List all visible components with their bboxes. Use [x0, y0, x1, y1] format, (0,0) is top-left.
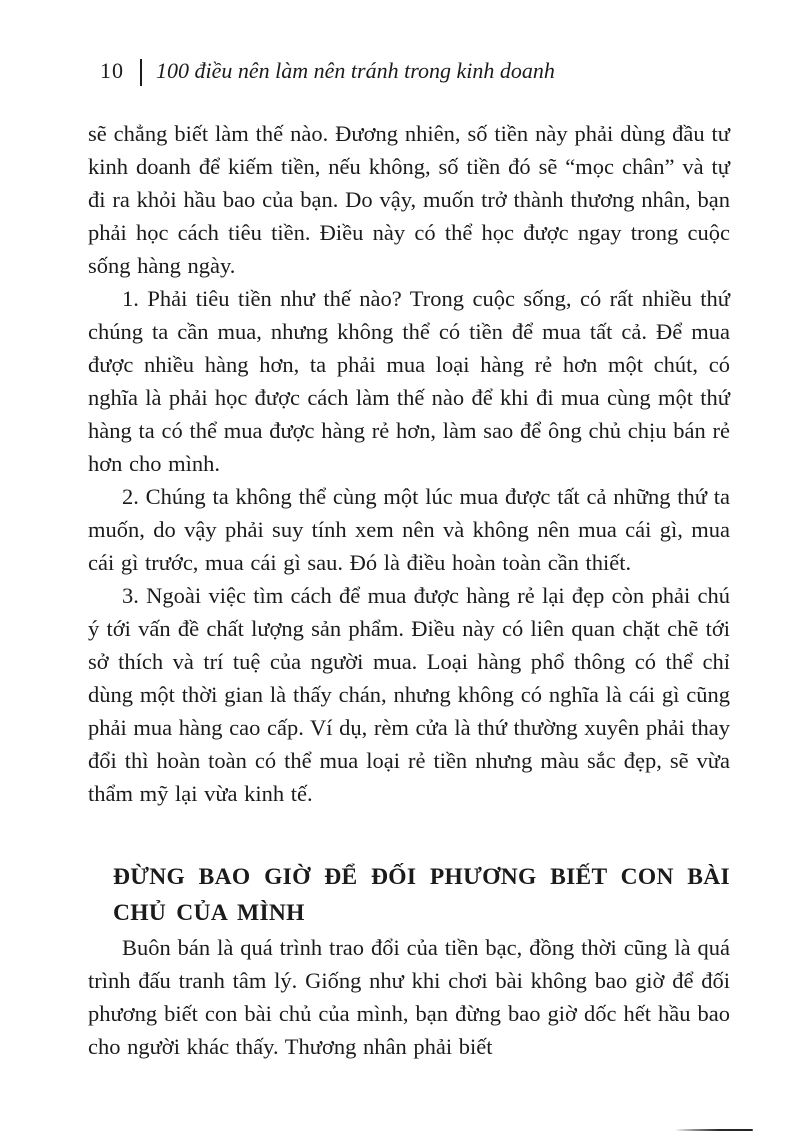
section-heading: ĐỪNG BAO GIỜ ĐỂ ĐỐI PHƯƠNG BIẾT CON BÀI CHỦ CỦA MÌNH: [113, 864, 730, 926]
header-divider: [140, 59, 142, 86]
running-title: 100 điều nên làm nên tránh trong kinh doanh: [156, 58, 555, 83]
page-header: [100, 56, 730, 86]
scan-artifact-line: [676, 1129, 753, 1131]
paragraph-item-3: 3. Ngoài việc tìm cách để mua được hàng rẻ lại đẹp còn phải chú ý tới vấn đề chất lượng sản phẩm. Điều này có liên quan chặt chẽ tới sở thích và trí tuệ của người mua. Loại hàng phổ thông có thể chỉ dùng một thời gian là thấy chán, nhưng không có nghĩa là cái gì cũng phải mua hàng cao cấp. Ví dụ, rèm cửa là thứ thường xuyên phải thay đổi thì hoàn toàn có thể mua loại rẻ tiền nhưng màu sắc đẹp, sẽ vừa thẩm mỹ lại vừa kinh tế.: [88, 583, 730, 806]
paragraph-item-2: 2. Chúng ta không thể cùng một lúc mua được tất cả những thứ ta muốn, do vậy phải suy tính xem nên và không nên mua cái gì, mua cái gì trước, mua cái gì sau. Đó là điều hoàn toàn cần thiết.: [88, 484, 730, 575]
page-number: 10: [100, 58, 124, 83]
paragraph-continuation: sẽ chẳng biết làm thế nào. Đương nhiên, số tiền này phải dùng đầu tư kinh doanh để kiếm tiền, nếu không, số tiền đó sẽ “mọc chân” và tự đi ra khỏi hầu bao của bạn. Do vậy, muốn trở thành thương nhân, bạn phải học cách tiêu tiền. Điều này có thể học được ngay trong cuộc sống hàng ngày.: [88, 121, 730, 278]
paragraph-item-1: 1. Phải tiêu tiền như thế nào? Trong cuộc sống, có rất nhiều thứ chúng ta cần mua, nhưng không thể có tiền để mua tất cả. Để mua được nhiều hàng hơn, ta phải mua loại hàng rẻ hơn một chút, có nghĩa là phải học được cách làm thế nào để khi đi mua cùng một thứ hàng ta có thể mua được hàng rẻ hơn, làm sao để ông chủ chịu bán rẻ hơn cho mình.: [88, 286, 730, 476]
page-body: [0, 117, 800, 1063]
section-paragraph: Buôn bán là quá trình trao đổi của tiền bạc, đồng thời cũng là quá trình đấu tranh tâm lý. Giống như khi chơi bài không bao giờ để đối phương biết con bài chủ của mình, bạn đừng bao giờ dốc hết hầu bao cho người khác thấy. Thương nhân phải biết: [88, 935, 730, 1059]
